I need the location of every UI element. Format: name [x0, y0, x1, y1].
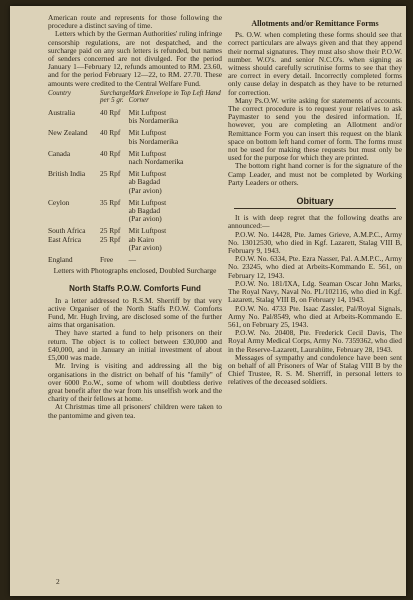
- country-cell: Canada: [48, 148, 71, 158]
- left-column: [48, 14, 222, 420]
- mark-cell: [129, 195, 222, 224]
- country-cell: Ceylon: [48, 197, 70, 207]
- country-cell: England: [48, 255, 73, 265]
- surcharge-cell: Free: [100, 255, 114, 265]
- mark-line: nach Nordamerika: [128, 157, 184, 167]
- mark-line: Mit Luftpost: [128, 108, 167, 118]
- surcharge-cell: 25 Rpf: [100, 226, 121, 236]
- mark-cell: [129, 236, 222, 252]
- table-row: [48, 252, 222, 264]
- obituary-entry: P.O.W. No. 6334, Pte. Ezra Nasser, Pal. A.M.P.C., Army No. 23245, who died at Arbeits-Kommando E. 561, on February 12, 1943.: [228, 254, 402, 280]
- surcharge-table: [48, 90, 222, 264]
- paragraph: Messages of sympathy and condolence have been sent on behalf of all Prisoners of War of Stalag VIII B by the Chief Trustee, R. S. M. Sherriff, in personal letters to relatives of the deceased soldiers.: [228, 352, 402, 387]
- surcharge-cell: 25 Rpf: [100, 234, 121, 244]
- newsletter-page: [10, 6, 406, 596]
- paragraph: It is with deep regret that the following deaths are announced:—: [228, 213, 402, 231]
- mark-line: ab Kairo: [128, 234, 155, 244]
- surcharge-cell: 35 Rpf: [100, 197, 121, 207]
- mark-line: (Par avion): [128, 185, 162, 195]
- country-cell: South Africa: [48, 226, 86, 236]
- mark-line: bis Nordamerika: [128, 136, 179, 146]
- mark-cell: —: [128, 255, 137, 265]
- table-row: [48, 105, 222, 125]
- obituary-entry: P.O.W. No. 20408, Pte. Frederick Cecil Davis, The Royal Army Medical Corps, Army No. 7359362, who died in the Reserve-Lazarett, Laurahütte, February 28, 1943.: [228, 328, 402, 354]
- mark-line: (Par avion): [128, 242, 162, 252]
- page-number: 2: [56, 577, 60, 586]
- table-header-row: [48, 90, 222, 105]
- divider: [234, 208, 396, 209]
- mark-cell: [129, 125, 222, 145]
- paragraph: Ps. O.W. when completing these forms should see that correct particulars are always given and that they append their normal signatures. They must also show their P.O.W. number. W.O's. and senior N.C.O's. when signing as witness should carefully scrutinise forms to see that they are correct in every detail. Incorrectly completed forms only cause delay in despatch as they have to be returned for correction.: [228, 30, 402, 97]
- country-cell: New Zealand: [48, 128, 88, 138]
- paragraph: They have started a fund to help prisoners on their return. The object is to collect between £30,000 and £40,000, and in January an initial investment of about £5,000 was made.: [48, 328, 222, 363]
- paragraph: At Christmas time all prisoners' children were taken to the pantomime and given tea.: [48, 402, 222, 420]
- table-row: [48, 146, 222, 166]
- obituary-entry: P.O.W. No. 181/IXA, Ldg. Seaman Oscar John Marks, The Royal Navy, Naval No. PL/102116, who died in Kgf. Lazarett, Stalag VIII B, on February 14, 1943.: [228, 278, 402, 305]
- mark-line: Mit Luftpost: [128, 169, 167, 179]
- table-row: [48, 125, 222, 145]
- paragraph: Letters which by the German Authorities' ruling infringe censorship regulations, are not despatched, and the surcharge paid on any such letters is refunded, but names of senders concerned are not divulged. For the period January 1—February 12, refunds amounted to RM. 23.60, and for the period February 12—22, to RM. 27.70. These amounts were credited to the Central Welfare Fund.: [48, 29, 222, 88]
- mark-line: ab Bagdad: [128, 206, 161, 216]
- table-row: [48, 195, 222, 224]
- mark-cell: [129, 146, 222, 166]
- country-cell: Australia: [48, 108, 76, 118]
- mark-cell: [129, 105, 222, 125]
- table-row: [48, 236, 222, 252]
- allotments-heading: Allotments and/or Remittance Forms: [251, 19, 379, 28]
- surcharge-cell: 25 Rpf: [100, 169, 121, 179]
- right-column: [228, 20, 402, 387]
- column-header-mark: Mark Envelope in Top Left Hand Corner: [128, 88, 221, 105]
- column-header-surcharge: Surcharge per 5 gr.: [100, 88, 129, 105]
- mark-line: Mit Luftpost: [128, 197, 167, 207]
- mark-line: Mit Luftpost: [128, 148, 167, 158]
- surcharge-cell: 40 Rpf: [100, 148, 121, 158]
- paragraph: In a letter addressed to R.S.M. Sherriff by that very active Organiser of the North Staffs P.O.W. Comforts Fund, Mr. Hugh Irving, are disclosed some of the further aims that organisation.: [48, 295, 222, 330]
- mark-line: Mit Luftpost: [128, 226, 167, 236]
- photo-surcharge-note: Letters with Photographs enclosed, Doubled Surcharge: [53, 266, 217, 276]
- obituary-entry: P.O.W. No. 14428, Pte. James Grieve, A.M.P.C., Army No. 13012530, who died in Kgf. Lazarett, Stalag VIII B, February 9, 1943.: [228, 229, 402, 256]
- mark-cell: [129, 166, 222, 195]
- surcharge-cell: 40 Rpf: [100, 108, 121, 118]
- paragraph: American route and represents for those following the procedure a distinct saving of time.: [48, 13, 222, 31]
- paragraph: Mr. Irving is visiting and addressing all the big organisations in the district on behalf of his "family" of over 6000 P.o.W., some of whom will doubtless derive great benefit after the war from his unselfish work and the charity of their fellows at home.: [48, 361, 222, 404]
- fund-heading: North Staffs P.O.W. Comforts Fund: [69, 284, 201, 294]
- mark-line: ab Bagdad: [128, 177, 161, 187]
- country-cell: East Africa: [48, 234, 82, 244]
- paragraph: The bottom right hand corner is for the signature of the Camp Leader, and must not be completed by Working Party Leaders or others.: [228, 161, 402, 187]
- mark-line: (Par avion): [128, 214, 162, 224]
- table-row: [48, 223, 222, 235]
- column-header-country: Country: [48, 88, 71, 97]
- surcharge-cell: 40 Rpf: [100, 128, 121, 138]
- obituary-heading: Obituary: [296, 196, 334, 207]
- country-cell: British India: [48, 169, 86, 179]
- mark-cell: [129, 223, 222, 235]
- paragraph: Many Ps.O.W. write asking for statements of accounts. The correct procedure is to request your relatives to ask Paymaster to send you the desired information. If, however, you are completing an Allotment and/or Remittance Form you can insert this request on the blank space on bottom left hand corner of form. The forms must not be used for making these requests but must only be used for the purpose for which they are printed.: [228, 95, 402, 163]
- obituary-entry: P.O.W. No. 4733 Pte. Isaac Zassler, Pal/Royal Signals, Army No. Pal/8549, who died at Arbeits-Kommando E. 561, on February 25, 1943.: [228, 303, 402, 329]
- table-row: [48, 166, 222, 195]
- mark-line: Mit Luftpost: [128, 128, 167, 138]
- mark-line: bis Nordamerika: [128, 116, 179, 126]
